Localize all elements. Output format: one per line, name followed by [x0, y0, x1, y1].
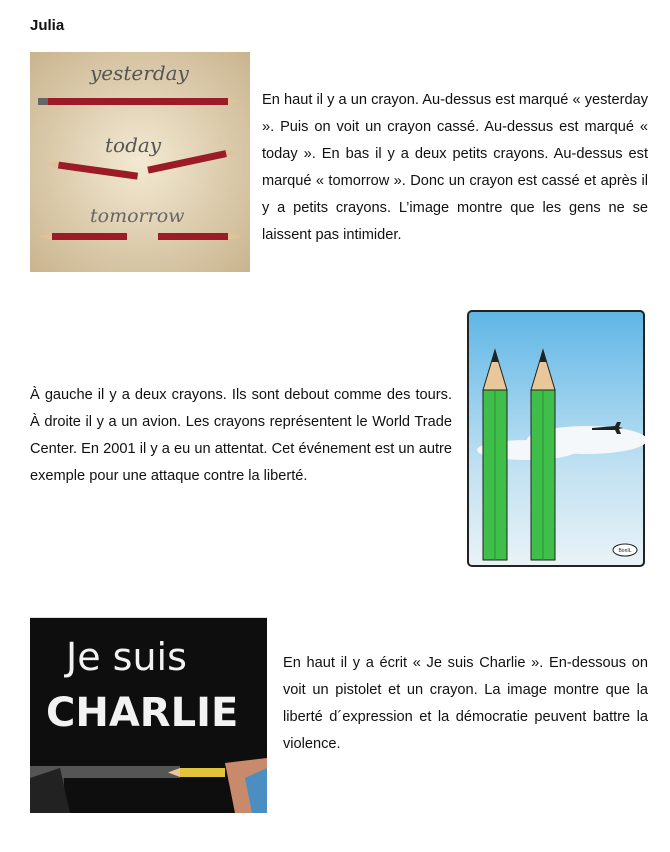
paragraph-3: En haut il y a écrit « Je suis Charlie ». En-dessous on voit un pistolet et un crayon. La image montre que la liberté d´expression et la démocratie peuvent battre la violence.: [283, 655, 648, 752]
je-suis-text: Je suis: [66, 635, 187, 679]
author-name: Julia: [30, 17, 65, 34]
pencil-towers-image: [467, 310, 645, 567]
je-suis-charlie-image: [30, 617, 267, 813]
paragraph-2: À gauche il y a deux crayons. Ils sont debout comme des tours. À droite il y a un avion. Les crayons représentent le World Trade Center. En 2001 il y a eu un attentat. Cet événement est un autre exemple pour une attaque contre la liberté.: [30, 387, 452, 484]
word-yesterday: yesterday: [90, 61, 189, 85]
paragraph-1: En haut il y a un crayon. Au-dessus est marqué « yesterday ». Puis on voit un crayon cassé. Au-dessus est marqué « today ». En bas il y a deux petits crayons. Au-dessus est marqué « tomorrow ». Donc un crayon est cassé et après il y a petits crayons. L’image montre que les gens ne se laissent pas intimider.: [262, 92, 648, 243]
charlie-text: CHARLIE: [46, 690, 239, 736]
word-today: today: [105, 133, 162, 157]
artist-signature: BonIL: [618, 548, 632, 554]
pencils-yesterday-today-tomorrow-image: [30, 52, 250, 272]
word-tomorrow: tomorrow: [90, 205, 185, 227]
